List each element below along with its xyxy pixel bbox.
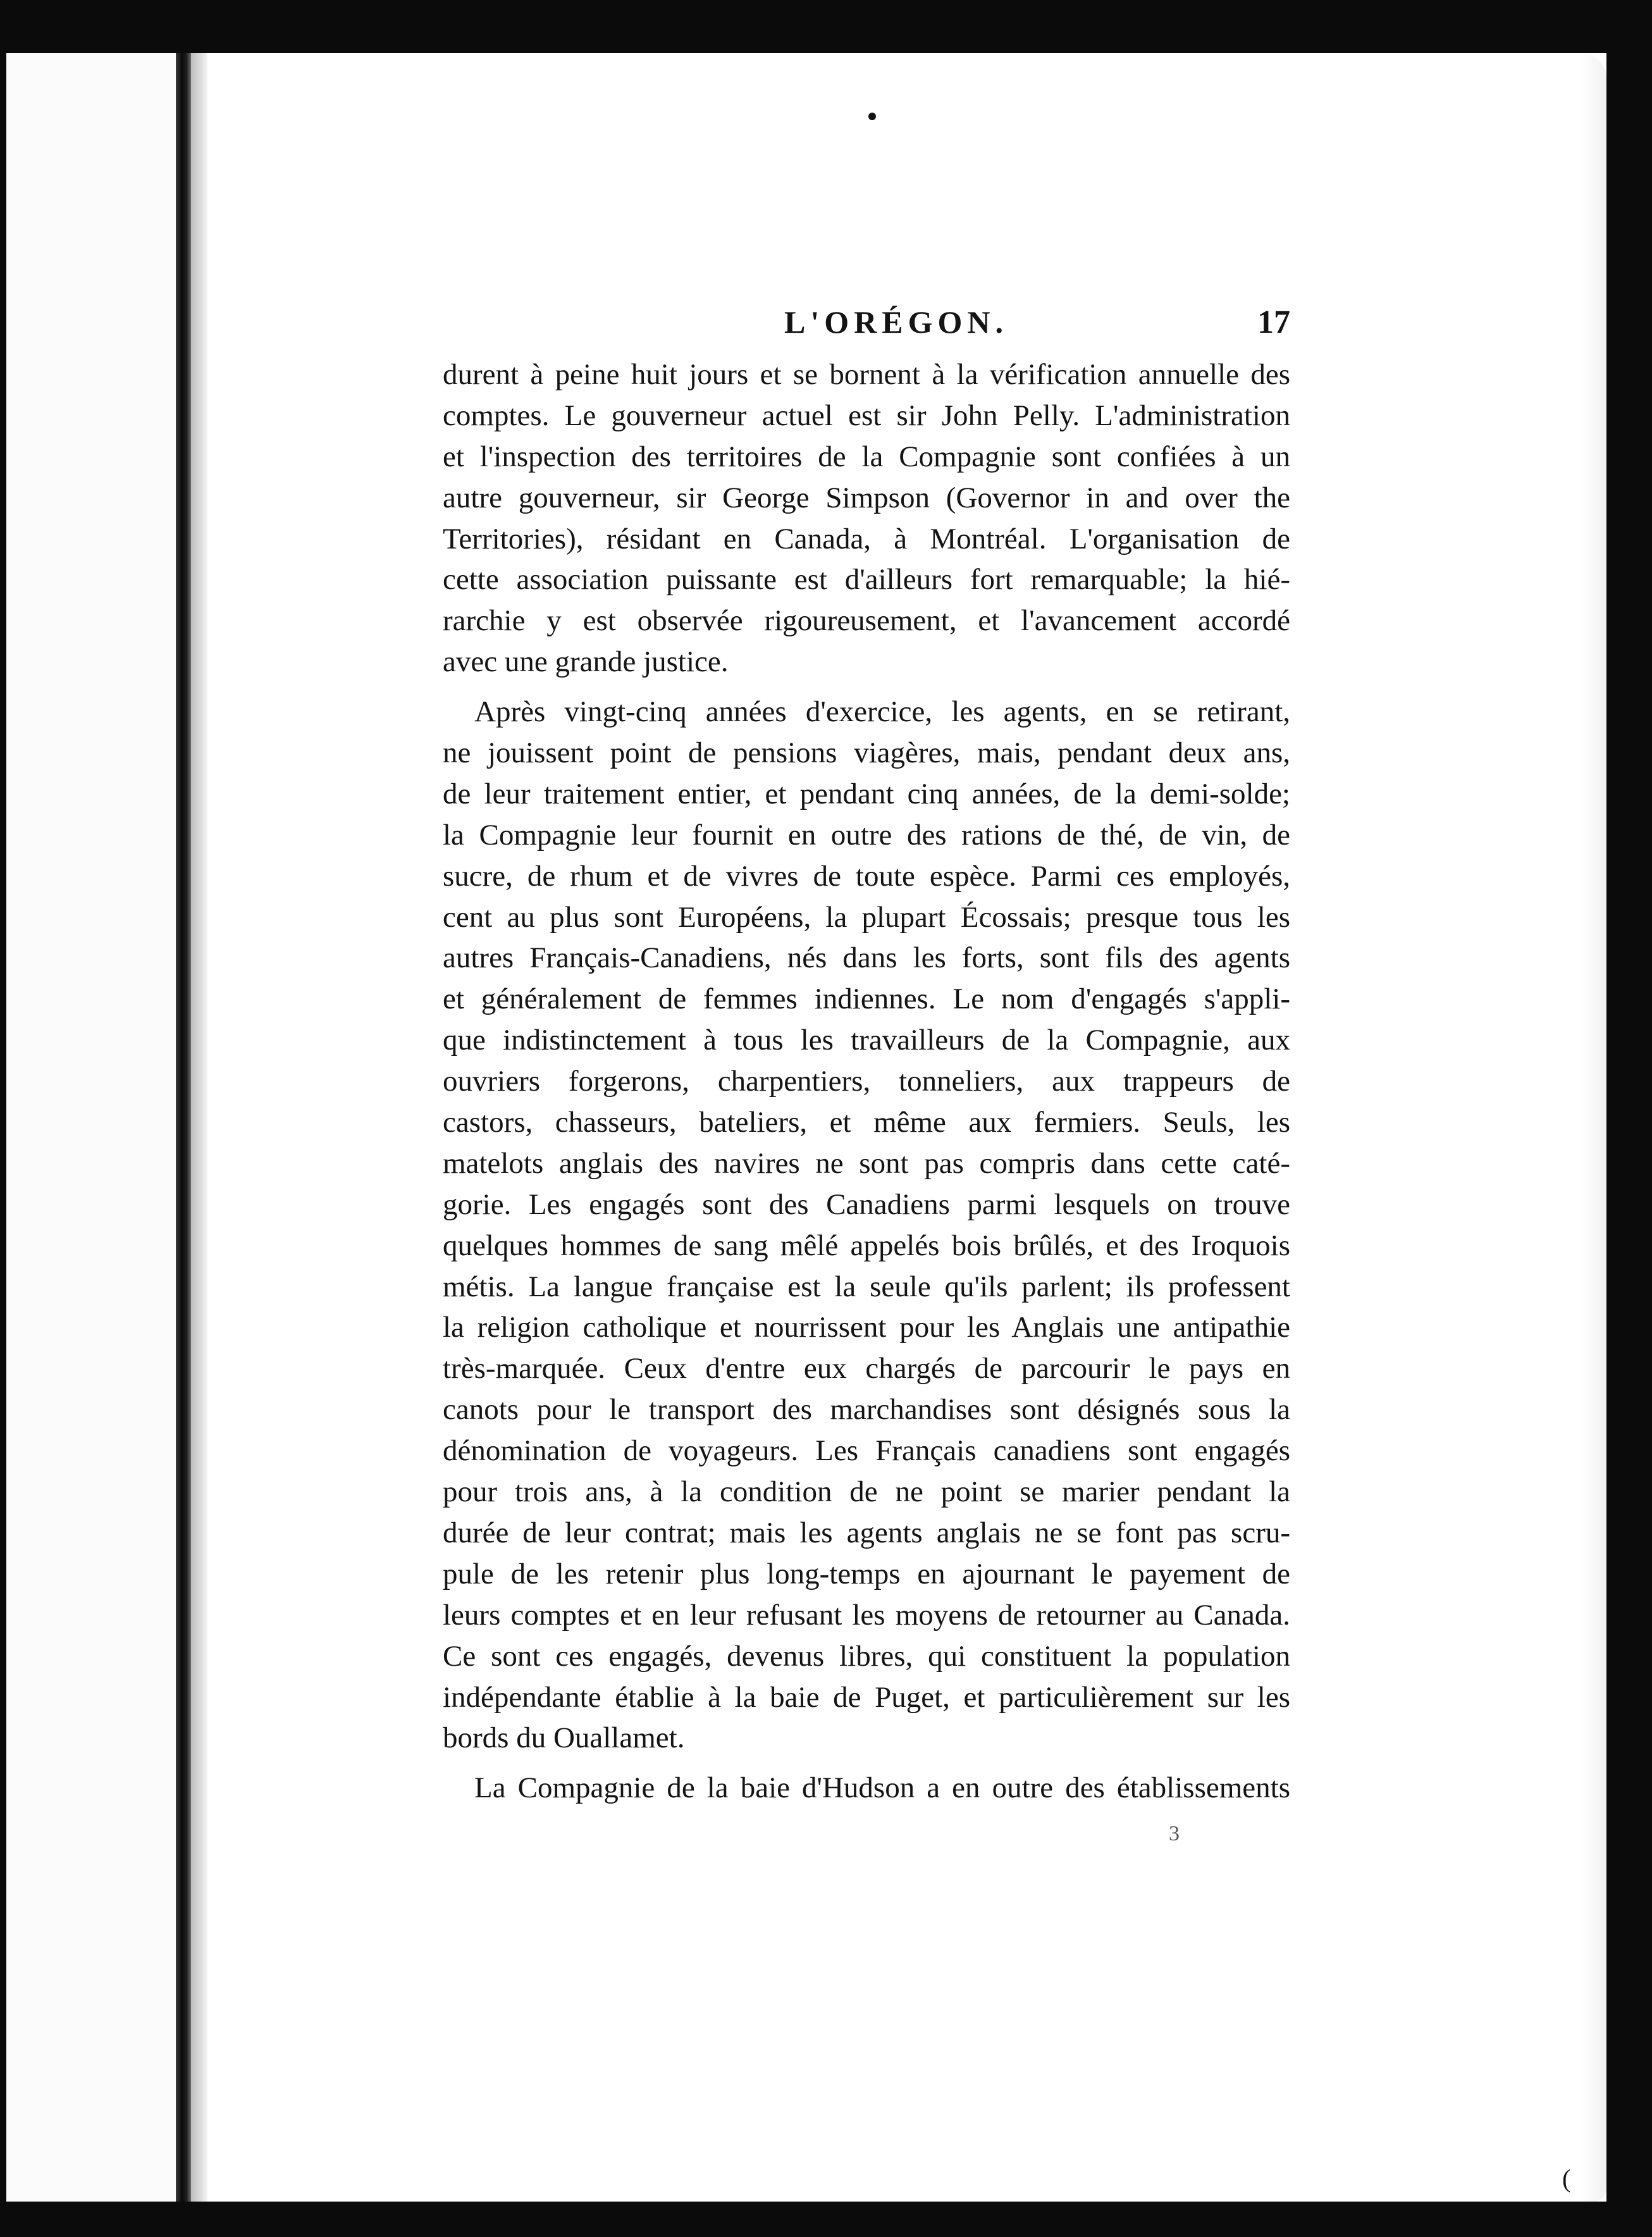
gutter-shadow bbox=[191, 53, 207, 2202]
scan-edge-left bbox=[0, 0, 6, 2237]
body-text bbox=[443, 354, 1290, 1809]
text-line: la Compagnie leur fournit en outre des rations de thé, de vin, de bbox=[443, 818, 1290, 852]
text-line: autre gouverneur, sir George Simpson (Governor in and over the bbox=[443, 481, 1290, 514]
text-line: cent au plus sont Européens, la plupart Écossais; presque tous les bbox=[443, 900, 1290, 934]
page-number: 17 bbox=[1257, 304, 1290, 340]
text-line: rarchie y est observée rigoureusement, et l'avancement accordé bbox=[443, 604, 1290, 638]
text-line: Territories), résidant en Canada, à Montréal. L'organisation de bbox=[443, 522, 1290, 555]
facing-page-strip bbox=[6, 53, 176, 2202]
text-line: cette association puissante est d'ailleurs fort remarquable; la hié- bbox=[443, 563, 1290, 597]
text-line: très-marquée. Ceux d'entre eux chargés de parcourir le pays en bbox=[443, 1352, 1290, 1385]
paragraph-gap bbox=[443, 683, 1290, 691]
ink-speck bbox=[868, 113, 876, 120]
text-line: quelques hommes de sang mêlé appelés bois brûlés, et des Iroquois bbox=[443, 1229, 1290, 1262]
text-line: durent à peine huit jours et se bornent à la vérification annuelle des bbox=[443, 358, 1290, 391]
scan-edge-right bbox=[1606, 0, 1652, 2237]
text-line: ouvriers forgerons, charpentiers, tonneliers, aux trappeurs de bbox=[443, 1065, 1290, 1098]
text-line: pour trois ans, à la condition de ne point se marier pendant la bbox=[443, 1475, 1290, 1509]
paragraph-first-line: Après vingt-cinq années d'exercice, les agents, en se retirant, bbox=[474, 695, 1290, 729]
text-line: indépendante établie à la baie de Puget, et particulièrement sur les bbox=[443, 1680, 1290, 1714]
signature-mark: 3 bbox=[1169, 1822, 1180, 1845]
paragraph-gap bbox=[443, 1759, 1290, 1768]
text-line: canots pour le transport des marchandises sont désignés sous la bbox=[443, 1393, 1290, 1427]
text-line: Ce sont ces engagés, devenus libres, qui constituent la population bbox=[443, 1639, 1290, 1673]
text-line: et l'inspection des territoires de la Compagnie sont confiées à un bbox=[443, 440, 1290, 473]
text-line: la religion catholique et nourrissent pour les Anglais une antipathie bbox=[443, 1311, 1290, 1344]
text-line: gorie. Les engagés sont des Canadiens parmi lesquels on trouve bbox=[443, 1187, 1290, 1221]
text-line: et généralement de femmes indiennes. Le nom d'engagés s'appli- bbox=[443, 982, 1290, 1016]
text-line: métis. La langue française est la seule qu'ils parlent; ils professent bbox=[443, 1270, 1290, 1303]
text-line: durée de leur contrat; mais les agents anglais ne se font pas scru- bbox=[443, 1516, 1290, 1549]
text-line: comptes. Le gouverneur actuel est sir John Pelly. L'administration bbox=[443, 399, 1290, 432]
text-line: castors, chasseurs, bateliers, et même aux fermiers. Seuls, les bbox=[443, 1106, 1290, 1139]
scan-edge-top bbox=[0, 0, 1652, 53]
text-line: autres Français-Canadiens, nés dans les forts, sont fils des agents bbox=[443, 941, 1290, 975]
text-line: bords du Ouallamet. bbox=[443, 1721, 685, 1755]
paragraph-first-line: La Compagnie de la baie d'Hudson a en outre des établissements bbox=[474, 1771, 1290, 1805]
text-line: ne jouissent point de pensions viagères, mais, pendant deux ans, bbox=[443, 736, 1290, 770]
page-edge-shade bbox=[1581, 53, 1606, 2202]
book-gutter bbox=[176, 53, 191, 2202]
text-line: leurs comptes et en leur refusant les moyens de retourner au Canada. bbox=[443, 1598, 1290, 1632]
text-line: pule de les retenir plus long-temps en ajournant le payement de bbox=[443, 1557, 1290, 1590]
text-line: dénomination de voyageurs. Les Français canadiens sont engagés bbox=[443, 1434, 1290, 1468]
text-line: de leur traitement entier, et pendant cinq années, de la demi-solde; bbox=[443, 777, 1290, 810]
running-head bbox=[443, 304, 1290, 348]
corner-mark: ( bbox=[1562, 2164, 1571, 2193]
text-line: que indistinctement à tous les travailleurs de la Compagnie, aux bbox=[443, 1024, 1290, 1057]
text-line: sucre, de rhum et de vivres de toute espèce. Parmi ces employés, bbox=[443, 859, 1290, 893]
scan-edge-bottom bbox=[0, 2202, 1652, 2237]
text-line: matelots anglais des navires ne sont pas compris dans cette caté- bbox=[443, 1146, 1290, 1180]
text-line: avec une grande justice. bbox=[443, 645, 729, 679]
running-title: L'ORÉGON. bbox=[784, 304, 1008, 340]
